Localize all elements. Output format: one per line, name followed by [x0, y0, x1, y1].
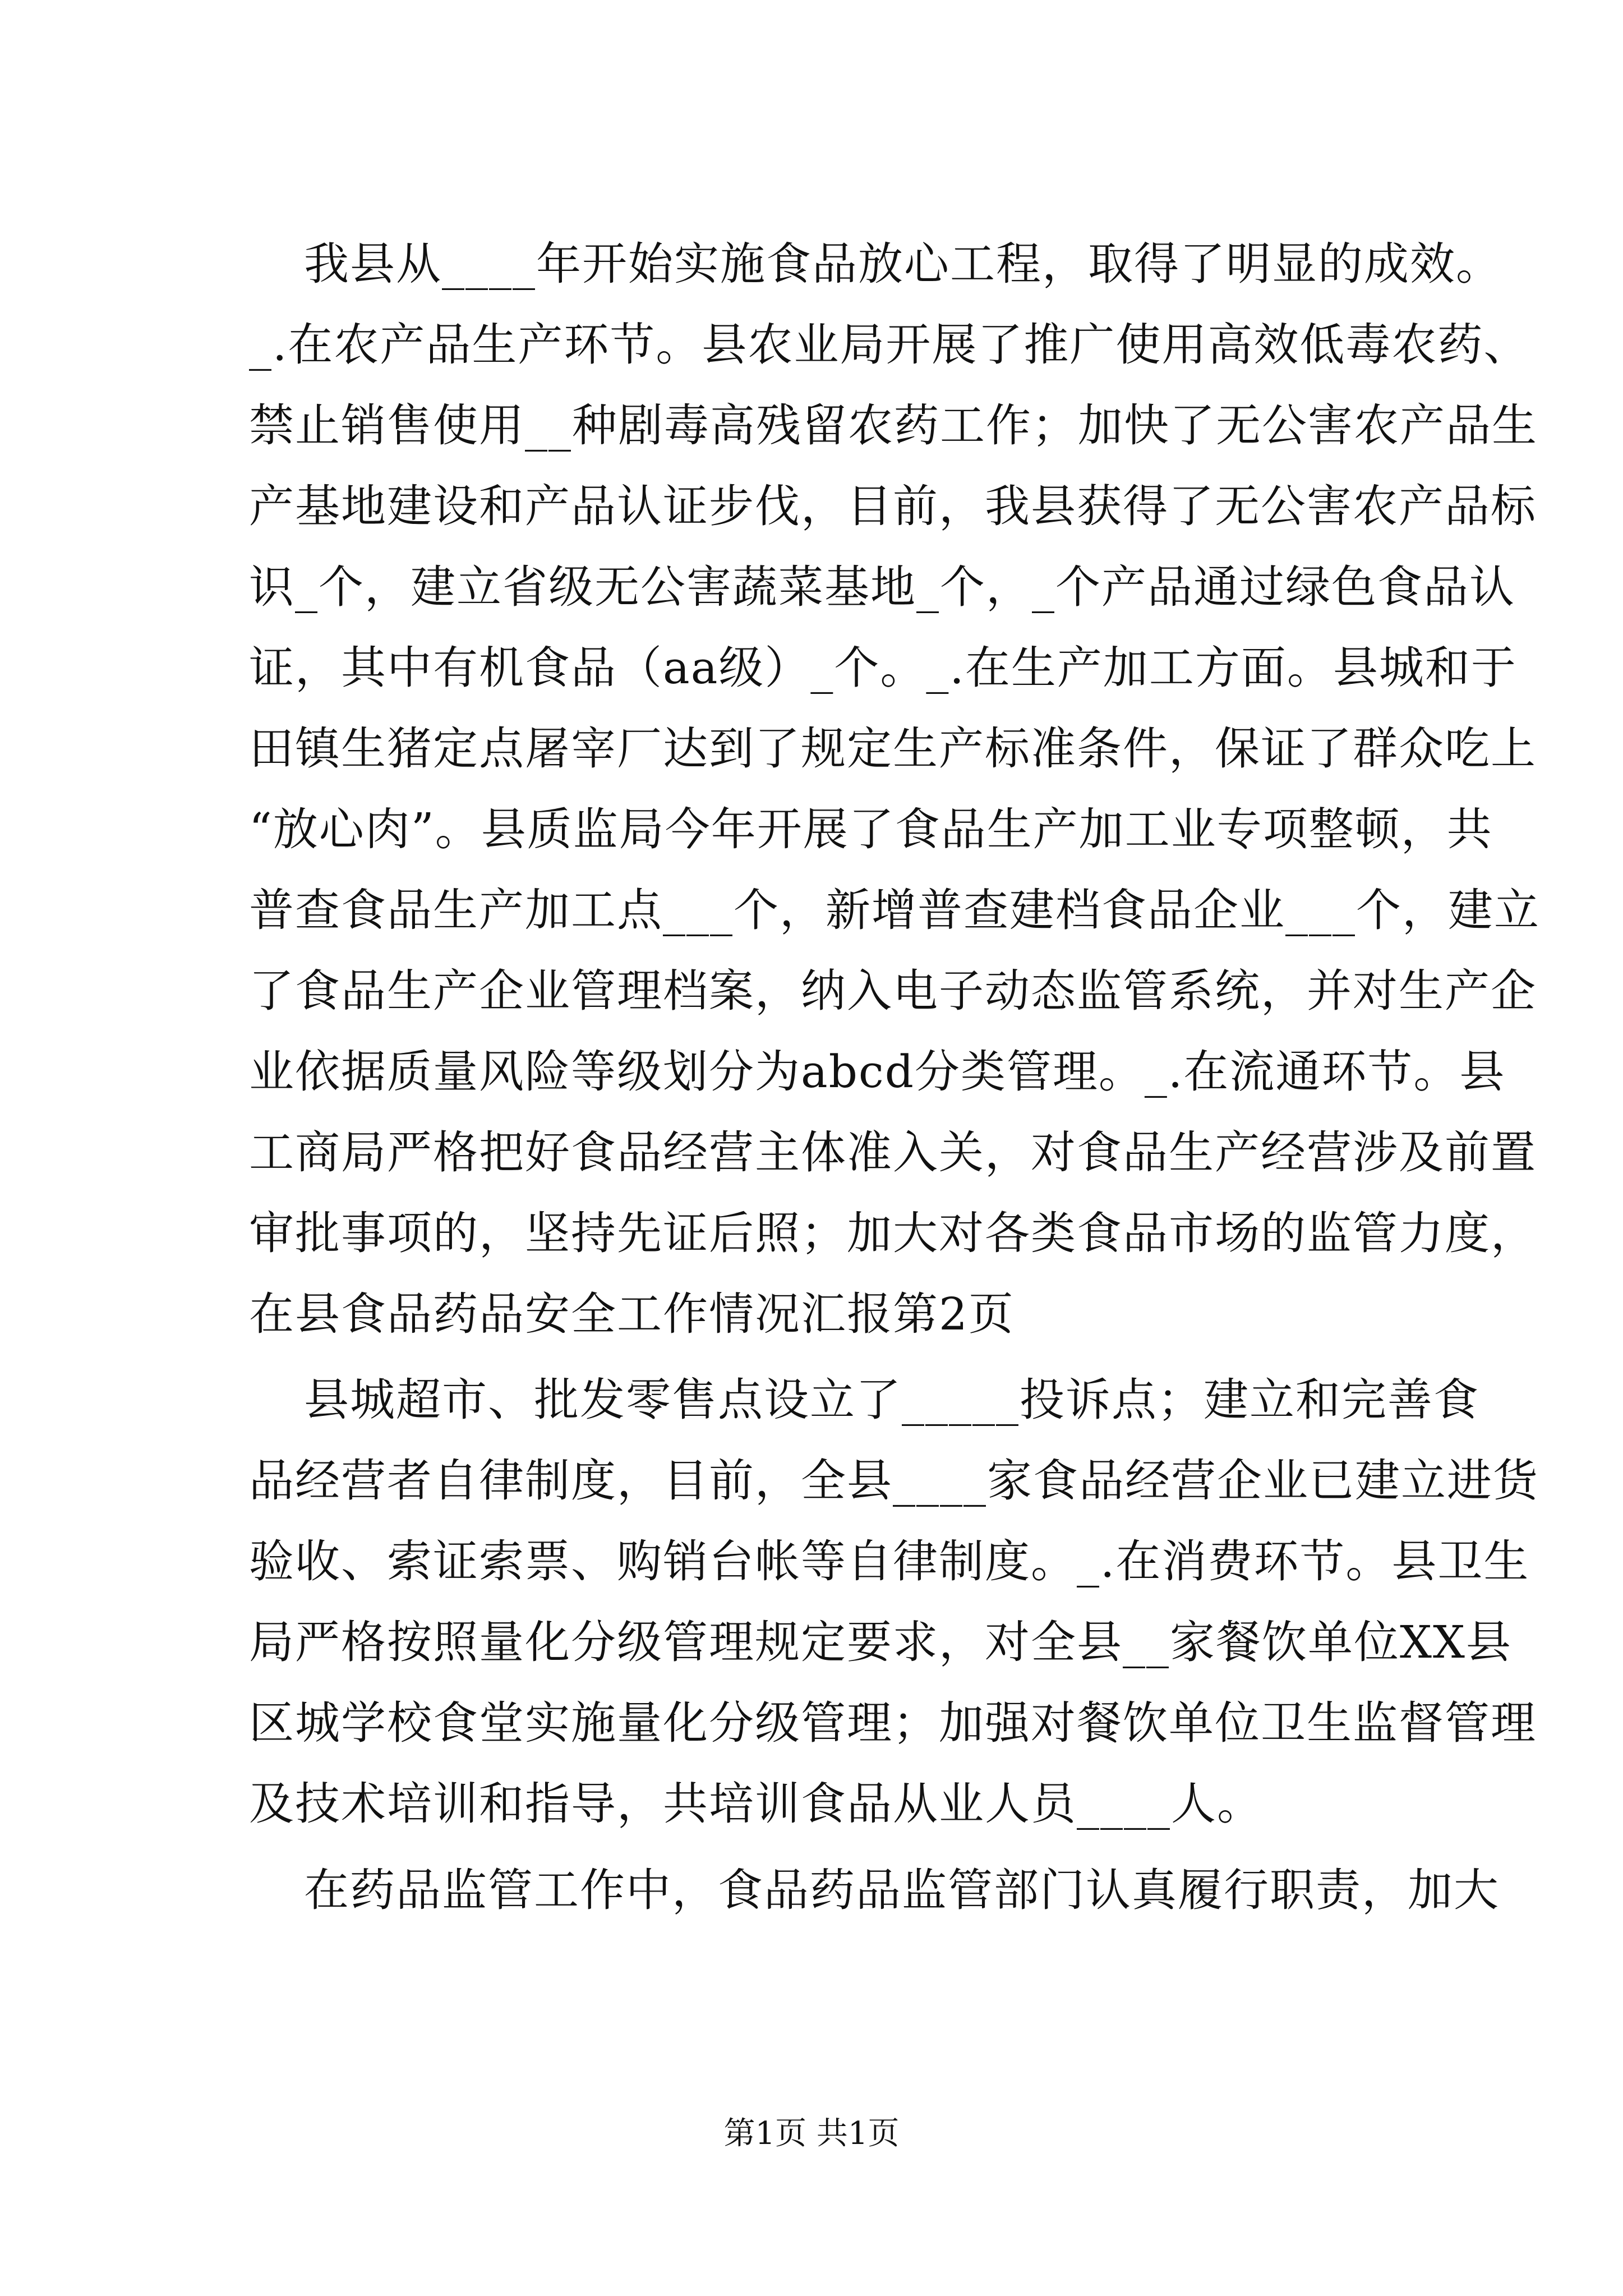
paragraph-line: 产基地建设和产品认证步伐，目前，我县获得了无公害农产品标	[249, 480, 1537, 532]
paragraph-line: 田镇生猪定点屠宰厂达到了规定生产标准条件，保证了群众吃上	[249, 723, 1537, 775]
paragraph-line: 禁止销售使用__种剧毒高残留农药工作；加快了无公害农产品生	[249, 399, 1538, 452]
paragraph-line: 局严格按照量化分级管理规定要求，对全县__家餐饮单位XX县	[249, 1616, 1512, 1668]
paragraph-line: 了食品生产企业管理档案，纳入电子动态监管系统，并对生产企	[249, 965, 1537, 1017]
paragraph-line: 及技术培训和指导，共培训食品从业人员____人。	[249, 1778, 1263, 1830]
paragraph-line: 我县从____年开始实施食品放心工程，取得了明显的成效。	[304, 238, 1502, 290]
paragraph-line: “放心肉”。县质监局今年开展了食品生产加工业专项整顿，共	[249, 803, 1493, 855]
paragraph-line: 审批事项的，坚持先证后照；加大对各类食品市场的监管力度，	[249, 1207, 1537, 1259]
paragraph-line: 在县食品药品安全工作情况汇报第2页	[249, 1288, 1015, 1340]
paragraph-line: 品经营者自律制度，目前，全县____家食品经营企业已建立进货	[249, 1455, 1539, 1507]
paragraph-line: 识_个，建立省级无公害蔬菜基地_个，_个产品通过绿色食品认	[249, 561, 1515, 613]
paragraph-line: _.在农产品生产环节。县农业局开展了推广使用高效低毒农药、	[249, 319, 1530, 371]
paragraph-line: 普查食品生产加工点___个，新增普查建档食品企业___个，建立	[249, 884, 1540, 936]
paragraph-line: 工商局严格把好食品经营主体准入关，对食品生产经营涉及前置	[249, 1126, 1537, 1179]
paragraph-line: 在药品监管工作中，食品药品监管部门认真履行职责，加大	[304, 1864, 1500, 1916]
page-footer: 第1页 共1页	[723, 2115, 900, 2152]
paragraph-line: 区城学校食堂实施量化分级管理；加强对餐饮单位卫生监督管理	[249, 1697, 1537, 1749]
paragraph-line: 验收、索证索票、购销台帐等自律制度。_.在消费环节。县卫生	[249, 1535, 1530, 1588]
paragraph-line: 证，其中有机食品（aa级）_个。_.在生产加工方面。县城和于	[249, 642, 1517, 694]
paragraph-line: 业依据质量风险等级划分为abcd分类管理。_.在流通环节。县	[249, 1046, 1506, 1098]
paragraph-line: 县城超市、批发零售点设立了_____投诉点；建立和完善食	[304, 1374, 1479, 1426]
